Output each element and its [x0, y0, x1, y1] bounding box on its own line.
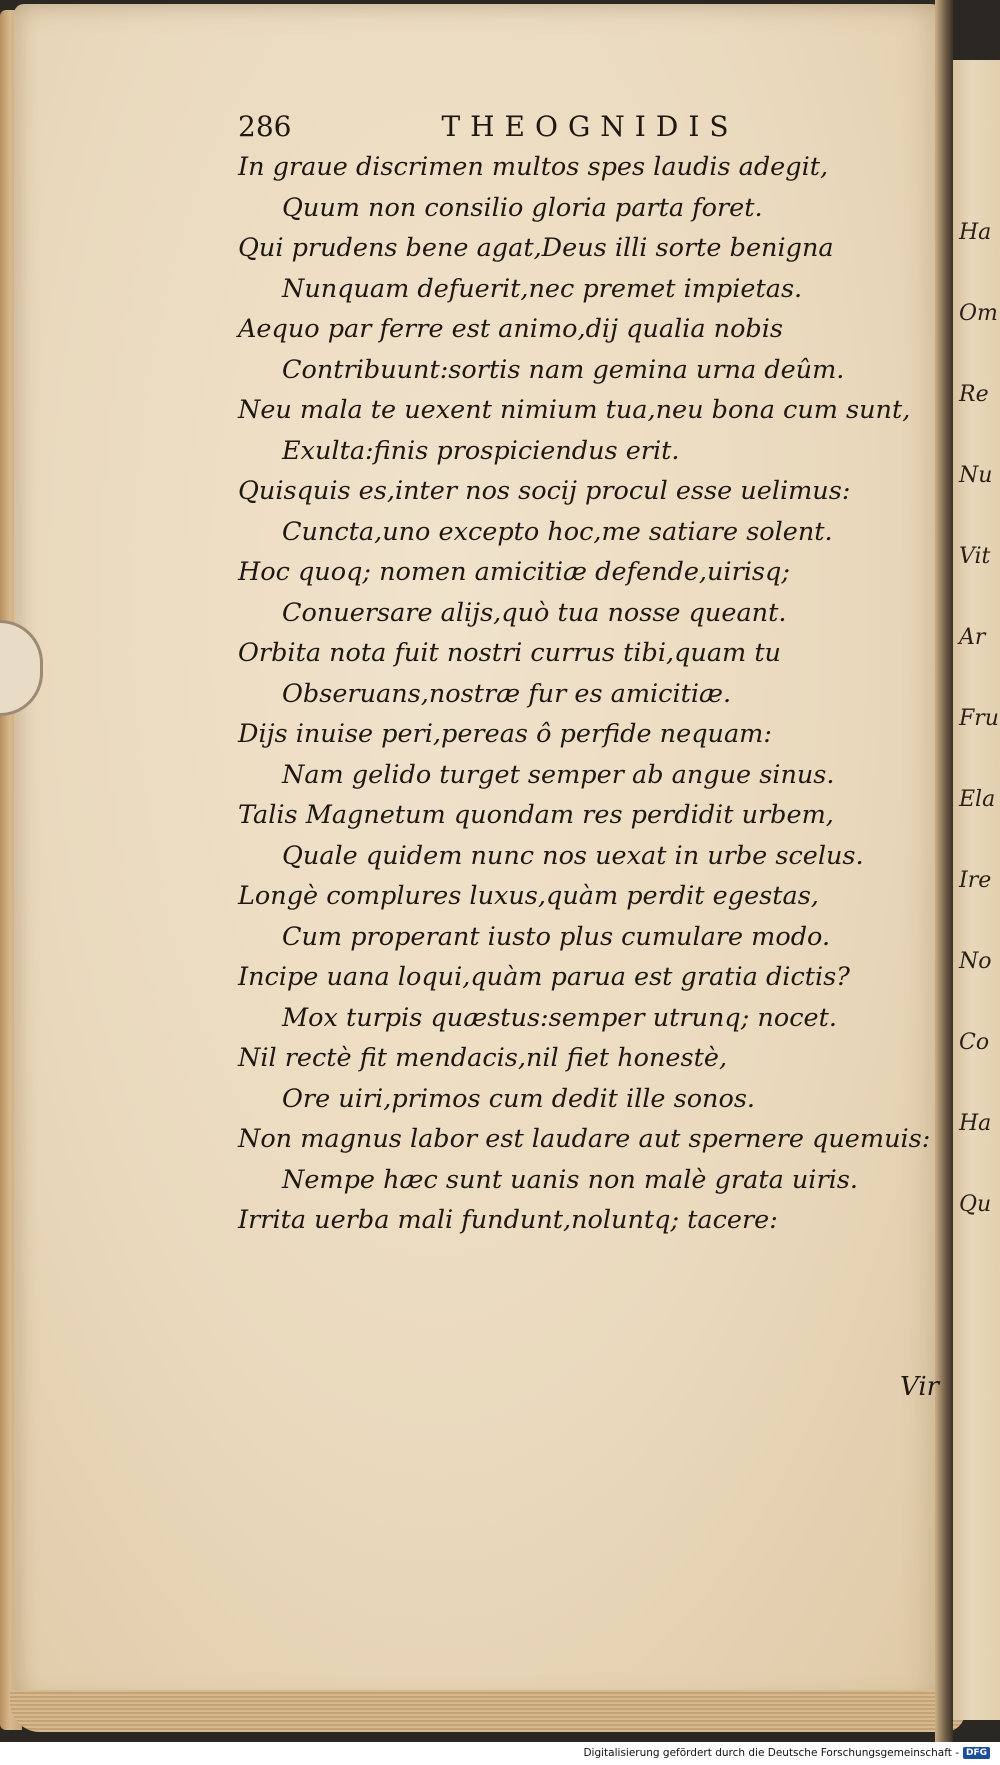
verse-hexameter-line: Dijs inuise peri,pereas ô perfide nequam:: [238, 719, 772, 749]
verse-pentameter-line: Cum properant iusto plus cumulare modo.: [282, 921, 831, 952]
verse-pentameter-line: Exulta:finis prospiciendus erit.: [282, 435, 680, 466]
verse-list: [238, 147, 938, 1241]
verse-hexameter-line: Quisquis es,inter nos socij procul esse uelimus:: [238, 476, 851, 506]
footer-credit: [583, 1747, 990, 1759]
verse-pentameter-line: Nam gelido turget semper ab angue sinus.: [282, 759, 835, 790]
facing-page-text-fragment: Qu: [959, 1192, 992, 1217]
facing-page-text-fragment: Ha: [959, 1111, 992, 1136]
verse-pentameter-line: Nempe hæc sunt uanis non malè grata uiris.: [282, 1164, 858, 1195]
verse-hexameter-line: Neu mala te uexent nimium tua,neu bona cum sunt,: [238, 395, 911, 425]
verse-hexameter-line: Talis Magnetum quondam res perdidit urbem,: [238, 800, 834, 830]
footer-credit-text: Digitalisierung gefördert durch die Deutsche Forschungsgemeinschaft -: [583, 1747, 959, 1759]
facing-page-text-fragment: Vit: [959, 544, 991, 569]
facing-page-text-fragment: Ela: [959, 787, 996, 812]
verse-pentameter-line: Nunquam defuerit,nec premet impietas.: [282, 273, 803, 304]
verse-hexameter-line: Non magnus labor est laudare aut spernere quemuis:: [238, 1124, 931, 1154]
verse-pentameter-line: Ore uiri,primos cum dedit ille sonos.: [282, 1083, 756, 1114]
facing-page-text-fragment: Fru: [959, 706, 999, 731]
verse-hexameter-line: Orbita nota fuit nostri currus tibi,quam tu: [238, 638, 781, 668]
running-title: THEOGNIDIS: [441, 110, 739, 143]
facing-page-text-fragment: Co: [959, 1030, 990, 1055]
page-header: [238, 110, 938, 143]
dfg-logo-icon: DFG: [963, 1747, 990, 1759]
verse-hexameter-line: Irrita uerba mali fundunt,noluntq; tacere:: [238, 1205, 778, 1235]
verse-hexameter-line: In graue discrimen multos spes laudis adegit,: [238, 152, 829, 182]
facing-page-fragment: [953, 60, 1000, 1720]
page-number: 286: [238, 110, 292, 143]
facing-page-text-fragment: Nu: [959, 463, 993, 488]
verse-hexameter-line: Nil rectè fit mendacis,nil fiet honestè,: [238, 1043, 728, 1073]
facing-page-text-fragment: Re: [959, 382, 989, 407]
facing-page-text-fragment: No: [959, 949, 992, 974]
facing-page-text-fragment: Ha: [959, 220, 992, 245]
verse-pentameter-line: Quum non consilio gloria parta foret.: [282, 192, 763, 223]
verse-pentameter-line: Quale quidem nunc nos uexat in urbe scelus.: [282, 840, 864, 871]
verse-hexameter-line: Qui prudens bene agat,Deus illi sorte benigna: [238, 233, 834, 263]
catchword: Vir: [900, 1372, 940, 1402]
facing-page-text-fragment: Ire: [959, 868, 992, 893]
verse-hexameter-line: Longè complures luxus,quàm perdit egestas,: [238, 881, 819, 911]
page-text-block: [238, 110, 938, 1241]
verse-pentameter-line: Obseruans,nostræ fur es amicitiæ.: [282, 678, 732, 709]
verse-pentameter-line: Contribuunt:sortis nam gemina urna deûm.: [282, 354, 845, 385]
verse-hexameter-line: Hoc quoq; nomen amicitiæ defende,uirisq;: [238, 557, 790, 587]
verse-hexameter-line: Incipe uana loqui,quàm parua est gratia dictis?: [238, 962, 850, 992]
facing-page-text-fragment: Ar: [959, 625, 986, 650]
verse-pentameter-line: Conuersare alijs,quò tua nosse queant.: [282, 597, 787, 628]
verse-pentameter-line: Mox turpis quæstus:semper utrunq; nocet.: [282, 1002, 837, 1033]
page-stack-edge: [10, 1690, 965, 1732]
verse-hexameter-line: Aequo par ferre est animo,dij qualia nobis: [238, 314, 783, 344]
verse-pentameter-line: Cuncta,uno excepto hoc,me satiare solent.: [282, 516, 833, 547]
facing-page-text-fragment: Om: [959, 301, 998, 326]
